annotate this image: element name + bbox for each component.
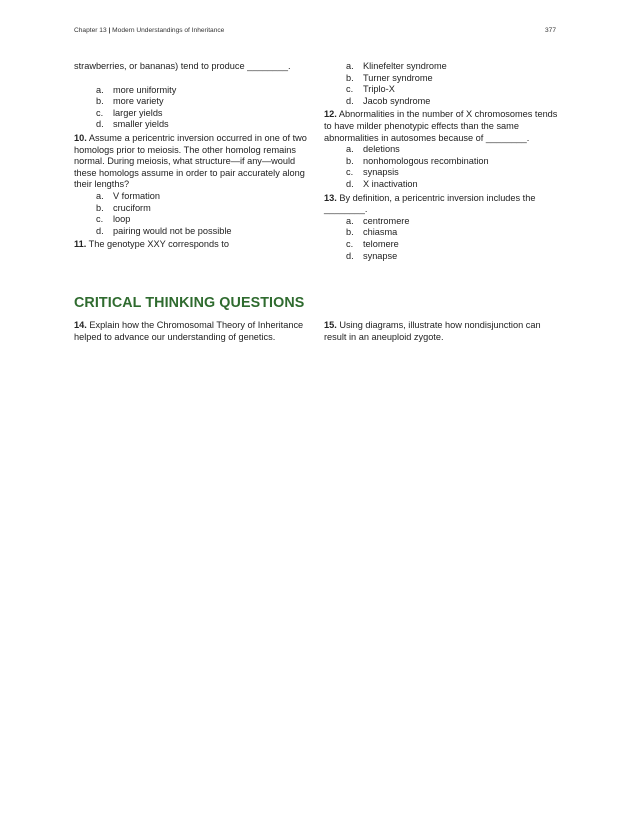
- option-item: [74, 191, 310, 203]
- option-text: synapsis: [363, 167, 399, 178]
- option-letter: c.: [96, 107, 104, 118]
- option-item: [74, 108, 310, 120]
- option-text: nonhomologous recombination: [363, 155, 489, 166]
- option-letter: d.: [346, 95, 354, 106]
- question-10-options: [74, 191, 310, 237]
- option-item: [74, 96, 310, 108]
- question-number: 11.: [74, 239, 87, 250]
- option-letter: a.: [346, 144, 354, 155]
- option-letter: c.: [346, 84, 354, 95]
- option-letter: a.: [96, 84, 104, 95]
- option-item: [324, 239, 560, 251]
- chapter-number: Chapter 13: [74, 27, 107, 34]
- option-letter: c.: [346, 238, 354, 249]
- option-item: [324, 84, 560, 96]
- section-title: CRITICAL THINKING QUESTIONS: [74, 295, 305, 311]
- option-item: [324, 216, 560, 228]
- option-text: larger yields: [113, 107, 163, 118]
- chapter-heading: [74, 27, 224, 34]
- option-letter: d.: [96, 119, 104, 130]
- question-number: 12.: [324, 109, 337, 120]
- option-letter: d.: [96, 225, 104, 236]
- question-number: 10.: [74, 132, 87, 143]
- option-item: [324, 144, 560, 156]
- option-letter: d.: [346, 178, 354, 189]
- option-item: [324, 156, 560, 168]
- option-text: loop: [113, 214, 131, 225]
- option-text: telomere: [363, 238, 399, 249]
- question-11: [74, 239, 310, 251]
- option-text: Turner syndrome: [363, 72, 433, 83]
- option-item: [74, 226, 310, 238]
- running-head: [74, 27, 556, 34]
- question-12-options: [324, 144, 560, 190]
- option-text: Jacob syndrome: [363, 95, 431, 106]
- option-text: chiasma: [363, 227, 398, 238]
- option-text: pairing would not be possible: [113, 225, 232, 236]
- option-text: Klinefelter syndrome: [363, 61, 447, 71]
- question-15: [324, 320, 560, 343]
- question-number: 13.: [324, 192, 337, 203]
- question-text: Assume a pericentric inversion occurred in one of two homologs prior to meiosis. The other homolog remains normal. During meiosis, what structure—if any—would these homologs assume in order to pair accurately along their lengths?: [74, 132, 307, 190]
- right-column: [324, 61, 560, 262]
- option-text: synapse: [363, 250, 398, 261]
- option-item: [74, 203, 310, 215]
- option-text: cruciform: [113, 202, 151, 213]
- question-text: The genotype XXY corresponds to: [88, 239, 229, 250]
- option-text: more uniformity: [113, 84, 177, 95]
- question-text: Abnormalities in the number of X chromosomes tends to have milder phenotypic effects than the same abnormalities in autosomes because of ________.: [324, 109, 558, 143]
- question-14: [74, 320, 310, 343]
- question-11-options: [324, 61, 560, 107]
- page-number: 377: [544, 27, 556, 34]
- option-letter: a.: [346, 215, 354, 226]
- option-text: smaller yields: [113, 119, 169, 130]
- option-item: [324, 251, 560, 263]
- option-letter: d.: [346, 250, 354, 261]
- question-12: [324, 109, 560, 144]
- chapter-title: Modern Understandings of Inheritance: [112, 27, 225, 34]
- option-text: X inactivation: [363, 178, 418, 189]
- question-number: 14.: [74, 320, 87, 330]
- option-item: [324, 73, 560, 85]
- option-letter: c.: [96, 214, 104, 225]
- question-number: 15.: [324, 320, 337, 330]
- option-text: more variety: [113, 96, 164, 107]
- left-column: [74, 61, 310, 251]
- option-letter: a.: [96, 190, 104, 201]
- question-13-options: [324, 216, 560, 262]
- option-item: [74, 85, 310, 97]
- option-text: centromere: [363, 215, 410, 226]
- question-13: [324, 193, 560, 216]
- question-continuation: strawberries, or bananas) tend to produce ________.: [74, 61, 291, 71]
- option-letter: b.: [96, 96, 104, 107]
- question-text: Using diagrams, illustrate how nondisjunction can result in an aneuploid zygote.: [324, 320, 541, 342]
- header-separator: |: [108, 27, 111, 34]
- option-letter: a.: [346, 61, 354, 71]
- option-item: [324, 179, 560, 191]
- option-text: Triplo-X: [363, 84, 395, 95]
- question-text: By definition, a pericentric inversion includes the ________.: [324, 192, 536, 215]
- question-text: Explain how the Chromosomal Theory of Inheritance helped to advance our understanding of genetics.: [74, 320, 304, 342]
- option-item: [324, 96, 560, 108]
- option-item: [74, 119, 310, 131]
- option-item: [324, 61, 560, 73]
- option-letter: b.: [346, 155, 354, 166]
- question-10: [74, 133, 310, 191]
- option-item: [324, 167, 560, 179]
- continuation-options: [74, 85, 310, 131]
- option-letter: b.: [346, 227, 354, 238]
- option-letter: b.: [346, 72, 354, 83]
- option-text: deletions: [363, 144, 400, 155]
- option-letter: c.: [346, 167, 354, 178]
- option-item: [324, 227, 560, 239]
- option-item: [74, 214, 310, 226]
- option-text: V formation: [113, 190, 160, 201]
- option-letter: b.: [96, 202, 104, 213]
